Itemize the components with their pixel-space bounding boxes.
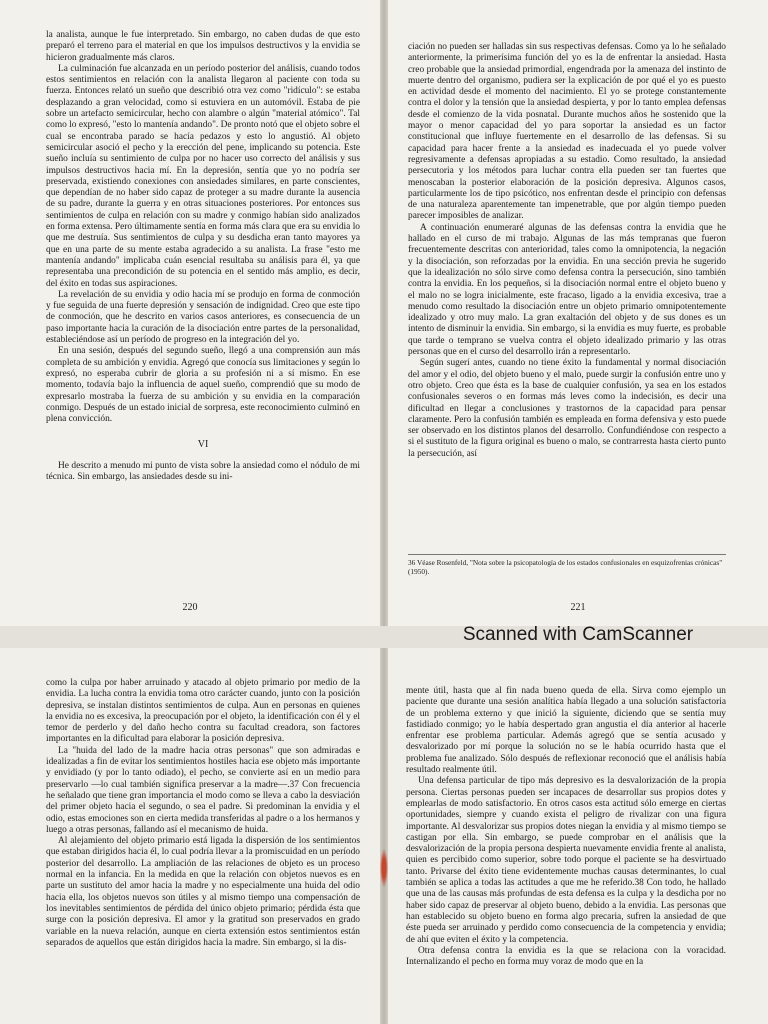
book-page-bottom-right: [388, 648, 768, 1024]
paragraph: Otra defensa contra la envidia es la que se relaciona con la voracidad. Internalizando el pecho en forma muy voraz de modo que en la: [406, 945, 726, 968]
scanner-watermark: Scanned with CamScanner: [462, 624, 694, 645]
book-page-bottom-left: [0, 648, 380, 1024]
page-number: 221: [570, 602, 586, 613]
page-220-body: [46, 30, 360, 483]
paragraph: La "huida del lado de la madre hacia otras personas" que son admiradas e idealizadas a fin de evitar los sentimientos hostiles hacia ese objeto más importante y envidiado (y por lo tanto odiado), el pecho, se convierte así en un medio para preservarlo —lo cual también significa preservar a la madre—.37 Con frecuencia he señalado que tiene gran importancia el modo como se lleva a cabo la desviación del primer objeto hacia el segundo, o sea el padre. Si predominan la envidia y el odio, estas emociones son en cierta medida transferidas al padre o a los hermanos y luego a otras personas, fallando así el mecanismo de huida.: [46, 745, 360, 835]
paragraph: En una sesión, después del segundo sueño, llegó a una comprensión aun más completa de su ambición y envidia. Agregó que conocía sus limitaciones y según lo expresó, no esperaba cubrir de gloria a su profesión ni a sí mismo. En ese momento, todavía bajo la influencia de aquel sueño, comprendió que su modo de expresarlo mostraba la fuerza de su ambición y su envidia en la comparación conmigo. Después de un estado inicial de sorpresa, este reconocimiento culminó en plena convicción.: [46, 346, 360, 425]
book-page-220: [0, 0, 380, 626]
red-ink-mark: [380, 848, 388, 888]
paragraph: ciación no pueden ser halladas sin sus respectivas defensas. Como ya lo he señalado anteriormente, la primerísima función del yo es la de enfrentar la ansiedad. Hasta creo probable que la ansiedad primordial, engendrada por la amenaza del instinto de muerte dentro del organismo, pudiera ser la explicación de por qué el yo es puesto en actividad desde el momento del nacimiento. El yo se protege constantemente contra el dolor y la tensión que la ansiedad despierta, y por lo tanto emplea defensas desde el comienzo de la vida posnatal. Durante muchos años he sostenido que la mayor o menor capacidad del yo para soportar la ansiedad es un factor constitucional que influye fuertemente en el desarrollo de las defensas. Si su capacidad para hacer frente a la ansiedad es inadecuada el yo puede volver regresivamente a defensas apropiadas a su estadio. Como resultado, la ansiedad persecutoria y los métodos para luchar contra ella pueden ser tan fuertes que menoscaban la posterior elaboración de la posición depresiva. Algunos casos, particularmente los de tipo psicótico, nos enfrentan desde el principio con defensas de una naturaleza aparentemente tan impenetrable, que por algún tiempo pueden parecer imposibles de analizar.: [408, 42, 726, 222]
page-bottom-left-body: [46, 678, 360, 949]
paragraph: la analista, aunque le fue interpretado. Sin embargo, no caben dudas de que esto preparó el terreno para el material en que los impulsos destructivos y la envidia se hicieron gradualmente más claros.: [46, 30, 360, 63]
paragraph: Según sugerí antes, cuando no tiene éxito la fundamental y normal disociación del amor y el odio, del objeto bueno y el malo, puede surgir la confusión entre uno y otro objeto. Creo que ésta es la base de cualquier confusión, ya sea en los estados confusionales severos o en formas más leves como la indecisión, es decir una dificultad en llegar a conclusiones y trastornos de la capacidad para pensar claramente. Pero la confusión también es empleada en forma defensiva y esto puede ser observado en los distintos planos del desarrollo. Confundiéndose con respecto a si el sustituto de la figura original es bueno o malo, se contrarresta hasta cierto punto la persecución, así: [408, 358, 726, 459]
section-heading: VI: [197, 439, 209, 451]
paragraph: A continuación enumeraré algunas de las defensas contra la envidia que he hallado en el curso de mi trabajo. Algunas de las más tempranas que fueron frecuentemente descritas con anterioridad, tales como la omnipotencia, la negación y la disociación, son reforzadas por la envidia. En una sección previa he sugerido que la idealización no sólo sirve como defensa contra la persecución, sino también contra la envidia. En los pequeños, si la disociación normal entre el objeto bueno y el malo no se logra inicialmente, este fracaso, ligado a la envidia excesiva, trae a menudo como resultado la disociación entre un objeto primario omnipotentemente idealizado y otro muy malo. La gran exaltación del objeto y de sus dones es un intento de disminuir la envidia. Sin embargo, si la envidia es muy fuerte, es probable que tarde o temprano se vuelva contra el objeto idealizado primario y las otras personas que en el curso del desarrollo irán a representarlo.: [408, 222, 726, 358]
paragraph: He descrito a menudo mi punto de vista sobre la ansiedad como el nódulo de mi técnica. Sin embargo, las ansiedades desde su ini-: [46, 460, 360, 482]
page-221-body: [408, 42, 726, 460]
footnote: 36 Véase Rosenfeld, "Nota sobre la psicopatología de los estados confusionales en esquizofrenias crónicas" (1950).: [408, 554, 726, 576]
page-bottom-right-body: [406, 686, 726, 968]
paragraph: Al alejamiento del objeto primario está ligada la dispersión de los sentimientos que estaban dirigidos hacia él, lo cual podría llevar a la promiscuidad en un período posterior del desarrollo. La ampliación de las relaciones de objeto es un proceso normal en la infancia. En la medida en que la relación con objetos nuevos es en parte un sustituto del amor hacia la madre y no especialmente una huida del odio hacia ella, los objetos nuevos son útiles y al mismo tiempo una compensación de los inevitables sentimientos de pérdida del único objeto primario; pérdida ésta que surge con la posición depresiva. El amor y la gratitud son preservados en grado variable en la nueva relación, aunque en cierta extensión estos sentimientos están separados de aquellos que están dirigidos hacia la madre. Sin embargo, si la dis-: [46, 836, 360, 948]
paragraph: como la culpa por haber arruinado y atacado al objeto primario por medio de la envidia. La lucha contra la envidia toma otro carácter cuando, junto con la posición depresiva, se instalan distintos sentimientos de culpa. Aun en personas en quienes la envidia no es excesiva, la preocupación por el objeto, la identificación con él y el temor de perderlo y del daño hecho contra su facultad creadora, son factores importantes en la dificultad para elaborar la posición depresiva.: [46, 678, 360, 745]
paragraph: mente útil, hasta que al fin nada bueno queda de ella. Sirva como ejemplo un paciente que durante una sesión analítica había llegado a una solución satisfactoria de un problema externo y que inició la siguiente, diciendo que se sentía muy fastidiado conmigo; yo le había despertado gran angustia el día anterior al hacerle enfrentar ese problema particular. Además agregó que se sentía acusado y desvalorizado por mí porque la solución no se le había ocurrido hasta que el problema fue analizado. Sólo después de reflexionar reconoció que el análisis había resultado realmente útil.: [406, 686, 726, 776]
paragraph: La culminación fue alcanzada en un período posterior del análisis, cuando todos estos sentimientos en relación con la analista llegaron al paciente con toda su fuerza. Entonces relató un sueño que describió otra vez como "ridículo": se estaba desplazando a gran velocidad, como si estuviera en un automóvil. Estaba de pie sobre un artefacto semicircular, hecho con alambre o algún "material atómico". Tal como lo expresó, "esto lo mantenía andando". De pronto notó que el objeto sobre el cual se encontraba parado se hacía pedazos y esto lo angustió. Al objeto semicircular asoció el pecho y la erección del pene, implicando su potencia. Este sueño incluía su sentimiento de culpa por no hacer uso correcto del análisis y sus impulsos destructivos hacia mí. En la depresión, sentía que yo no podría ser preservada, existiendo conexiones con ansiedades similares, en parte conscientes, que dependían de no haber sido capaz de proteger a su madre durante la ausencia de su padre, durante la guerra y en otras situaciones posteriores. Por entonces sus sentimientos de culpa en relación con su madre y conmigo habían sido analizados en forma extensa. Pero últimamente sentía en forma más clara que era su envidia lo que me destruía. Sus sentimientos de culpa y su desdicha eran tanto mayores ya que en una parte de su mente estaba agradecido a su analista. La frase "esto me mantenía andando" implicaba cuán esencial resultaba su análisis para él, ya que representaba una precondición de su potencia en el sentido más amplio, es decir, del éxito en todas sus aspiraciones.: [46, 63, 360, 289]
paragraph: La revelación de su envidia y odio hacia mí se produjo en forma de conmoción y fue seguida de una fuerte depresión y sensación de indignidad. Creo que este tipo de conmoción, que he descrito en varios casos anteriores, es consecuencia de un paso importante hacia la curación de la disociación entre partes de la personalidad, estableciéndose así un período de progreso en la integración del yo.: [46, 289, 360, 346]
page-number: 220: [182, 602, 198, 613]
book-page-221: [388, 0, 768, 626]
paragraph: Una defensa particular de tipo más depresivo es la desvalorización de la propia persona. Ciertas personas pueden ser incapaces de desarrollar sus propios dotes y emplearlas de modo satisfactorio. En otros casos esta actitud sólo emerge en ciertas oportunidades, siempre y cuando exista el peligro de rivalizar con una figura importante. Al desvalorizar sus propios dotes niegan la envidia y al mismo tiempo se castigan por ella. Sin embargo, se puede comprobar en el análisis que la desvalorización de la propia persona despierta nuevamente envidia frente al analista, quien es percibido como superior, sobre todo porque el paciente se ha desvirtuado tanto. Privarse del éxito tiene evidentemente muchas causas determinantes, lo cual también se aplica a todas las actitudes a que me he referido.38 Con todo, he hallado que una de las causas más profundas de esta defensa es la culpa y la desdicha por no haber sido capaz de preservar al objeto bueno, debido a la envidia. Las personas que han establecido su objeto bueno en forma algo precaria, sufren la ansiedad de que éste pueda ser arruinado y perdido como consecuencia de la competencia y envidia; de ahí que eviten el éxito y la competencia.: [406, 776, 726, 945]
